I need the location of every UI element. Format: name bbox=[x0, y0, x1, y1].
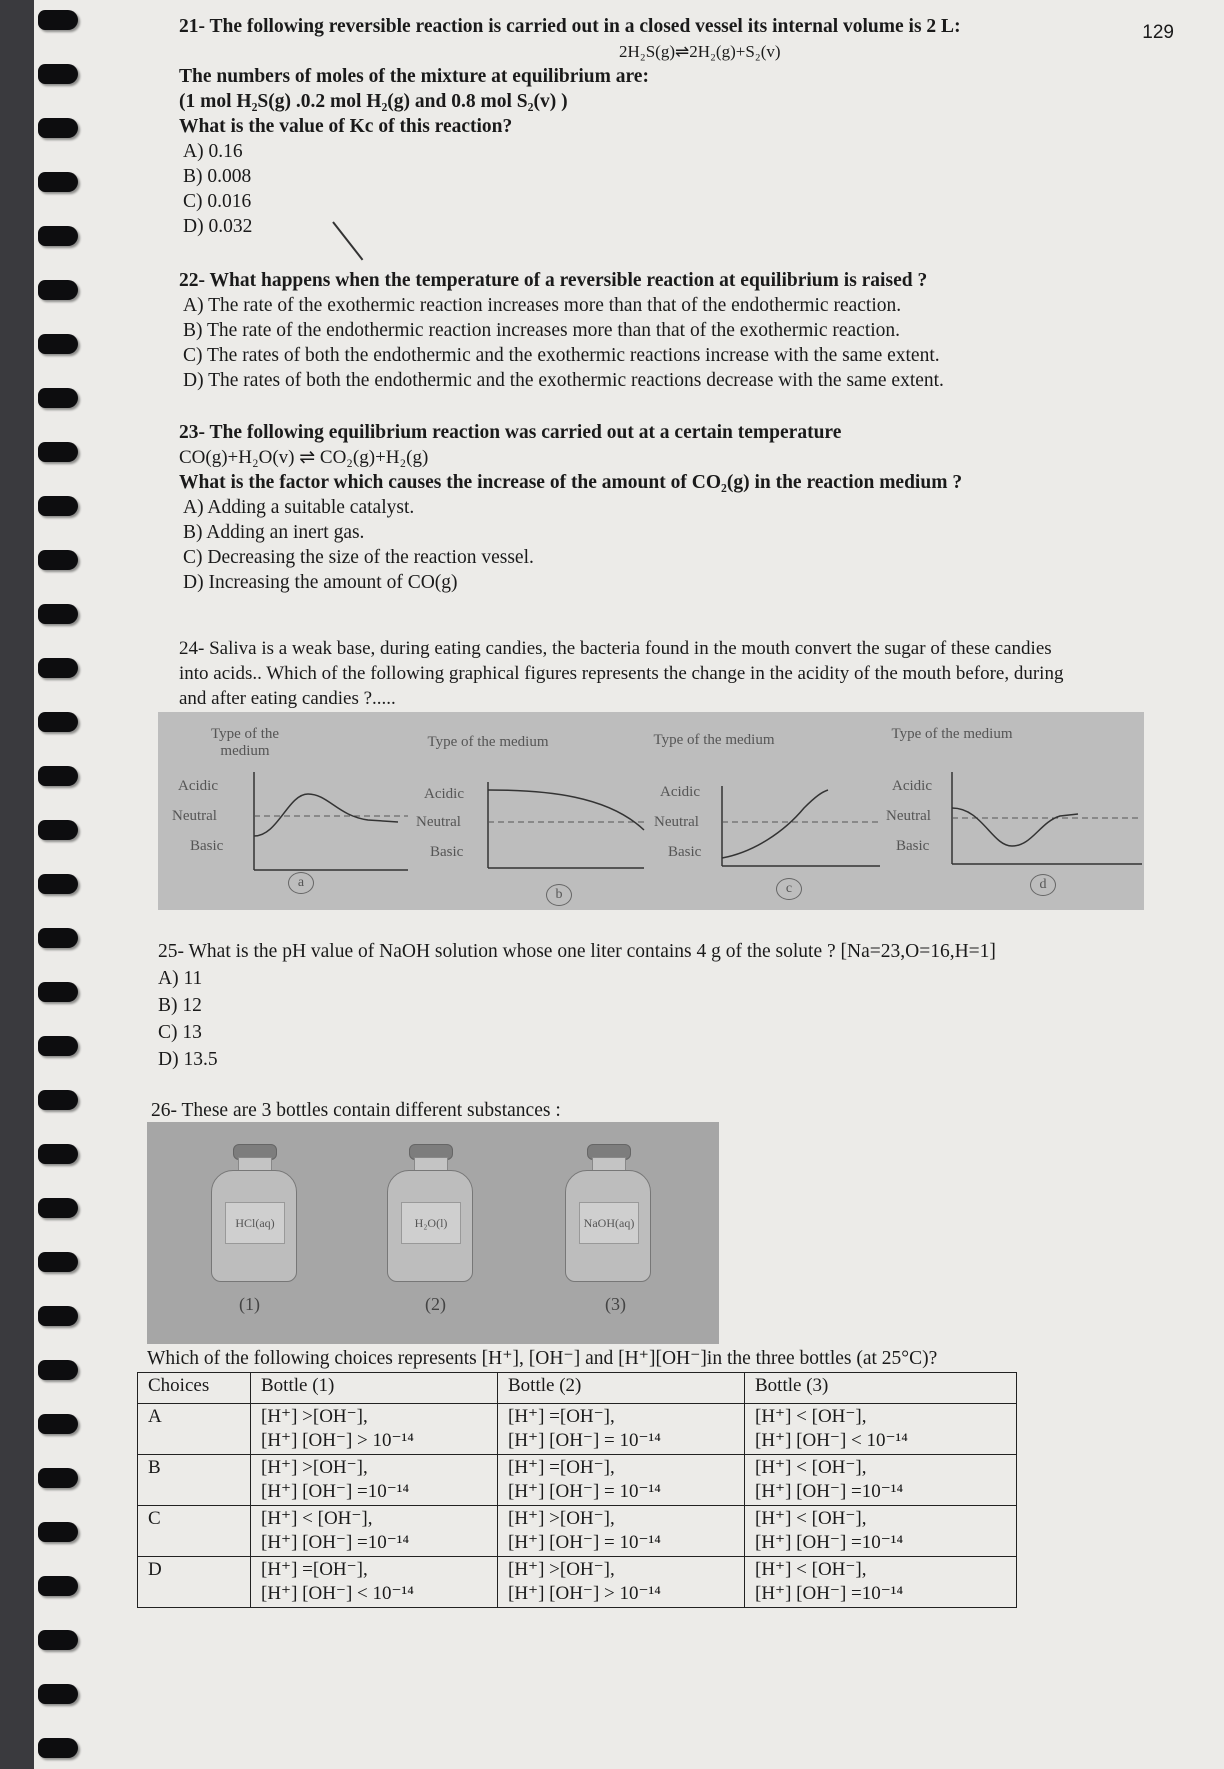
row-d-bottle-2 bbox=[498, 1557, 745, 1608]
graph-c-basic-label: Basic bbox=[668, 844, 702, 860]
table-row[interactable] bbox=[138, 1404, 1017, 1455]
row-b-b3-l2: [H⁺] [OH⁻] =10⁻¹⁴ bbox=[755, 1481, 904, 1502]
binding-ring bbox=[38, 1576, 78, 1596]
row-d-b1-l1: [H⁺] =[OH⁻], bbox=[261, 1559, 368, 1580]
binding-ring bbox=[38, 658, 78, 678]
row-b-bottle-3 bbox=[745, 1455, 1017, 1506]
row-a-b3-l1: [H⁺] < [OH⁻], bbox=[755, 1406, 867, 1427]
worksheet-page bbox=[34, 0, 1224, 1769]
graph-b-basic-label: Basic bbox=[430, 844, 464, 860]
option-22-c[interactable]: C) The rates of both the endothermic and the exothermic reactions increase with the same extent. bbox=[183, 345, 940, 366]
row-c-b1-l1: [H⁺] < [OH⁻], bbox=[261, 1508, 373, 1529]
question-26-question bbox=[147, 1346, 937, 1371]
question-21-line3: (1 mol H₂S(g) .0.2 mol H₂(g) and 0.8 mol S₂(v) ) bbox=[179, 91, 568, 112]
graph-b-title: Type of the medium bbox=[427, 734, 549, 750]
row-b-bottle-2 bbox=[498, 1455, 745, 1506]
graph-a-label: a bbox=[288, 872, 314, 894]
table-row[interactable] bbox=[138, 1455, 1017, 1506]
binding-ring bbox=[38, 766, 78, 786]
binding-ring bbox=[38, 1414, 78, 1434]
question-26-stem: 26- These are 3 bottles contain different substances : bbox=[151, 1100, 561, 1121]
option-25-b[interactable]: B) 12 bbox=[158, 995, 202, 1016]
bottle-1-label: HCl(aq) bbox=[225, 1202, 285, 1244]
row-a-b1-l1: [H⁺] >[OH⁻], bbox=[261, 1406, 368, 1427]
binding-ring bbox=[38, 388, 78, 408]
binding-ring bbox=[38, 1738, 78, 1758]
graph-c[interactable] bbox=[644, 712, 884, 910]
row-c-b1-l2: [H⁺] [OH⁻] =10⁻¹⁴ bbox=[261, 1532, 410, 1553]
page-number: 129 bbox=[1142, 22, 1174, 43]
binding-ring bbox=[38, 442, 78, 462]
binding-ring bbox=[38, 1522, 78, 1542]
graph-b[interactable] bbox=[408, 712, 648, 910]
option-25-d[interactable]: D) 13.5 bbox=[158, 1049, 218, 1070]
option-22-d[interactable]: D) The rates of both the endothermic and the exothermic reactions decrease with the same extent. bbox=[183, 370, 944, 391]
row-d-b1-l2: [H⁺] [OH⁻] < 10⁻¹⁴ bbox=[261, 1583, 414, 1604]
question-21 bbox=[179, 14, 961, 239]
binding-ring bbox=[38, 118, 78, 138]
header-bottle-3: Bottle (3) bbox=[745, 1373, 1017, 1404]
row-a-choice: A bbox=[138, 1404, 251, 1455]
question-24-line1: 24- Saliva is a weak base, during eating candies, the bacteria found in the mouth convert the sugar of these candies bbox=[179, 638, 1052, 659]
row-d-b2-l1: [H⁺] >[OH⁻], bbox=[508, 1559, 615, 1580]
bottle-2 bbox=[387, 1144, 473, 1282]
bottle-3 bbox=[565, 1144, 651, 1282]
binding-ring bbox=[38, 604, 78, 624]
graph-c-plot bbox=[644, 712, 884, 910]
option-23-b[interactable]: B) Adding an inert gas. bbox=[183, 522, 365, 543]
graph-c-title: Type of the medium bbox=[653, 732, 775, 748]
binding-ring bbox=[38, 712, 78, 732]
binding-ring bbox=[38, 1684, 78, 1704]
question-26-question-text: Which of the following choices represents [H⁺], [OH⁻] and [H⁺][OH⁻]in the three bottles (at 25°C)? bbox=[147, 1348, 938, 1369]
question-23-line3: What is the factor which causes the increase of the amount of CO₂(g) in the reaction medium ? bbox=[179, 472, 963, 493]
graph-b-label: b bbox=[546, 884, 572, 906]
row-a-b2-l1: [H⁺] =[OH⁻], bbox=[508, 1406, 615, 1427]
option-23-d[interactable]: D) Increasing the amount of CO(g) bbox=[183, 572, 458, 593]
graph-a-title: Type of the medium bbox=[210, 726, 280, 759]
binding-ring bbox=[38, 280, 78, 300]
question-24-line3: and after eating candies ?..... bbox=[179, 688, 396, 709]
graph-b-plot bbox=[408, 712, 648, 910]
binding-ring bbox=[38, 64, 78, 84]
binding-ring bbox=[38, 820, 78, 840]
bottle-3-number: (3) bbox=[605, 1294, 626, 1314]
binding-ring bbox=[38, 982, 78, 1002]
binding-ring bbox=[38, 928, 78, 948]
row-c-b3-l1: [H⁺] < [OH⁻], bbox=[755, 1508, 867, 1529]
graph-c-neutral-label: Neutral bbox=[654, 814, 699, 830]
bottle-1 bbox=[211, 1144, 297, 1282]
binding-ring bbox=[38, 1468, 78, 1488]
option-21-a[interactable]: A) 0.16 bbox=[183, 141, 243, 162]
binding-ring bbox=[38, 1306, 78, 1326]
bottle-1-number: (1) bbox=[239, 1294, 260, 1314]
bottle-3-label: NaOH(aq) bbox=[579, 1202, 639, 1244]
option-25-a[interactable]: A) 11 bbox=[158, 968, 203, 989]
row-b-b2-l2: [H⁺] [OH⁻] = 10⁻¹⁴ bbox=[508, 1481, 661, 1502]
question-22 bbox=[179, 268, 944, 393]
row-b-bottle-1 bbox=[251, 1455, 498, 1506]
question-23-stem: 23- The following equilibrium reaction was carried out at a certain temperature bbox=[179, 422, 842, 443]
binding-ring bbox=[38, 1090, 78, 1110]
binding-ring bbox=[38, 550, 78, 570]
graph-d-neutral-label: Neutral bbox=[886, 808, 931, 824]
row-b-b3-l1: [H⁺] < [OH⁻], bbox=[755, 1457, 867, 1478]
question-24 bbox=[179, 636, 1063, 711]
graph-d-title: Type of the medium bbox=[891, 726, 1013, 742]
row-c-bottle-2 bbox=[498, 1506, 745, 1557]
acidity-graphs-figure bbox=[158, 712, 1144, 910]
header-bottle-2: Bottle (2) bbox=[498, 1373, 745, 1404]
row-b-choice: B bbox=[138, 1455, 251, 1506]
question-25-stem: 25- What is the pH value of NaOH solution whose one liter contains 4 g of the solute ? [Na=23,O=16,H=1] bbox=[158, 941, 996, 962]
question-21-line4: What is the value of Kc of this reaction? bbox=[179, 116, 513, 137]
option-25-c[interactable]: C) 13 bbox=[158, 1022, 202, 1043]
row-a-b1-l2: [H⁺] [OH⁻] > 10⁻¹⁴ bbox=[261, 1430, 414, 1451]
graph-a-acidic-label: Acidic bbox=[178, 778, 218, 794]
question-24-line2: into acids.. Which of the following graphical figures represents the change in the acidity of the mouth before, during bbox=[179, 663, 1064, 684]
row-d-b3-l2: [H⁺] [OH⁻] =10⁻¹⁴ bbox=[755, 1583, 904, 1604]
option-22-a[interactable]: A) The rate of the exothermic reaction increases more than that of the endothermic reaction. bbox=[183, 295, 902, 316]
question-21-line2: The numbers of moles of the mixture at equilibrium are: bbox=[179, 66, 649, 87]
option-21-c[interactable]: C) 0.016 bbox=[183, 191, 252, 212]
question-26 bbox=[151, 1098, 561, 1123]
row-d-choice: D bbox=[138, 1557, 251, 1608]
graph-d-acidic-label: Acidic bbox=[892, 778, 932, 794]
header-choices: Choices bbox=[138, 1373, 251, 1404]
binding-ring bbox=[38, 496, 78, 516]
row-b-b1-l2: [H⁺] [OH⁻] =10⁻¹⁴ bbox=[261, 1481, 410, 1502]
table-row[interactable] bbox=[138, 1557, 1017, 1608]
graph-a[interactable] bbox=[168, 712, 408, 910]
option-23-c[interactable]: C) Decreasing the size of the reaction vessel. bbox=[183, 547, 534, 568]
row-d-bottle-1 bbox=[251, 1557, 498, 1608]
table-row[interactable] bbox=[138, 1506, 1017, 1557]
graph-b-acidic-label: Acidic bbox=[424, 786, 464, 802]
graph-a-basic-label: Basic bbox=[190, 838, 224, 854]
row-b-b2-l1: [H⁺] =[OH⁻], bbox=[508, 1457, 615, 1478]
question-23 bbox=[179, 420, 962, 595]
row-b-b1-l1: [H⁺] >[OH⁻], bbox=[261, 1457, 368, 1478]
option-22-b[interactable]: B) The rate of the endothermic reaction increases more than that of the exothermic reaction. bbox=[183, 320, 901, 341]
row-a-bottle-1 bbox=[251, 1404, 498, 1455]
header-bottle-1: Bottle (1) bbox=[251, 1373, 498, 1404]
graph-c-acidic-label: Acidic bbox=[660, 784, 700, 800]
binding-ring bbox=[38, 1360, 78, 1380]
graph-d[interactable] bbox=[882, 712, 1142, 910]
binding-ring bbox=[38, 874, 78, 894]
row-d-b3-l1: [H⁺] < [OH⁻], bbox=[755, 1559, 867, 1580]
row-c-bottle-1 bbox=[251, 1506, 498, 1557]
binding-ring bbox=[38, 1144, 78, 1164]
binding-ring bbox=[38, 10, 78, 30]
binding-ring bbox=[38, 334, 78, 354]
option-23-a[interactable]: A) Adding a suitable catalyst. bbox=[183, 497, 415, 518]
binding-ring bbox=[38, 1252, 78, 1272]
question-25 bbox=[158, 938, 996, 1073]
bottles-figure bbox=[147, 1122, 719, 1344]
spiral-binding bbox=[34, 0, 82, 1769]
choices-table bbox=[137, 1372, 1017, 1608]
binding-ring bbox=[38, 226, 78, 246]
row-c-choice: C bbox=[138, 1506, 251, 1557]
binding-ring bbox=[38, 1630, 78, 1650]
question-21-equation: 2H₂S(g)⇌2H₂(g)+S₂(v) bbox=[619, 42, 781, 61]
row-d-bottle-3 bbox=[745, 1557, 1017, 1608]
row-a-bottle-2 bbox=[498, 1404, 745, 1455]
option-21-b[interactable]: B) 0.008 bbox=[183, 166, 252, 187]
question-21-stem: 21- The following reversible reaction is carried out in a closed vessel its internal volume is 2 L: bbox=[179, 16, 961, 37]
row-c-b2-l2: [H⁺] [OH⁻] = 10⁻¹⁴ bbox=[508, 1532, 661, 1553]
row-a-b2-l2: [H⁺] [OH⁻] = 10⁻¹⁴ bbox=[508, 1430, 661, 1451]
graph-d-basic-label: Basic bbox=[896, 838, 930, 854]
row-c-b2-l1: [H⁺] >[OH⁻], bbox=[508, 1508, 615, 1529]
binding-ring bbox=[38, 172, 78, 192]
row-c-bottle-3 bbox=[745, 1506, 1017, 1557]
question-22-stem: 22- What happens when the temperature of a reversible reaction at equilibrium is raised ? bbox=[179, 270, 928, 291]
graph-a-neutral-label: Neutral bbox=[172, 808, 217, 824]
graph-c-label: c bbox=[776, 878, 802, 900]
row-a-bottle-3 bbox=[745, 1404, 1017, 1455]
bottle-2-label: H₂O(l) bbox=[401, 1202, 461, 1244]
bottle-2-number: (2) bbox=[425, 1294, 446, 1314]
row-c-b3-l2: [H⁺] [OH⁻] =10⁻¹⁴ bbox=[755, 1532, 904, 1553]
table-header-row bbox=[138, 1373, 1017, 1404]
question-23-equation: CO(g)+H₂O(v) ⇌ CO₂(g)+H₂(g) bbox=[179, 447, 429, 468]
row-d-b2-l2: [H⁺] [OH⁻] > 10⁻¹⁴ bbox=[508, 1583, 661, 1604]
graph-d-label: d bbox=[1030, 874, 1056, 896]
graph-d-plot bbox=[882, 712, 1142, 910]
binding-ring bbox=[38, 1036, 78, 1056]
binding-ring bbox=[38, 1198, 78, 1218]
graph-b-neutral-label: Neutral bbox=[416, 814, 461, 830]
row-a-b3-l2: [H⁺] [OH⁻] < 10⁻¹⁴ bbox=[755, 1430, 908, 1451]
option-21-d[interactable]: D) 0.032 bbox=[183, 216, 253, 237]
